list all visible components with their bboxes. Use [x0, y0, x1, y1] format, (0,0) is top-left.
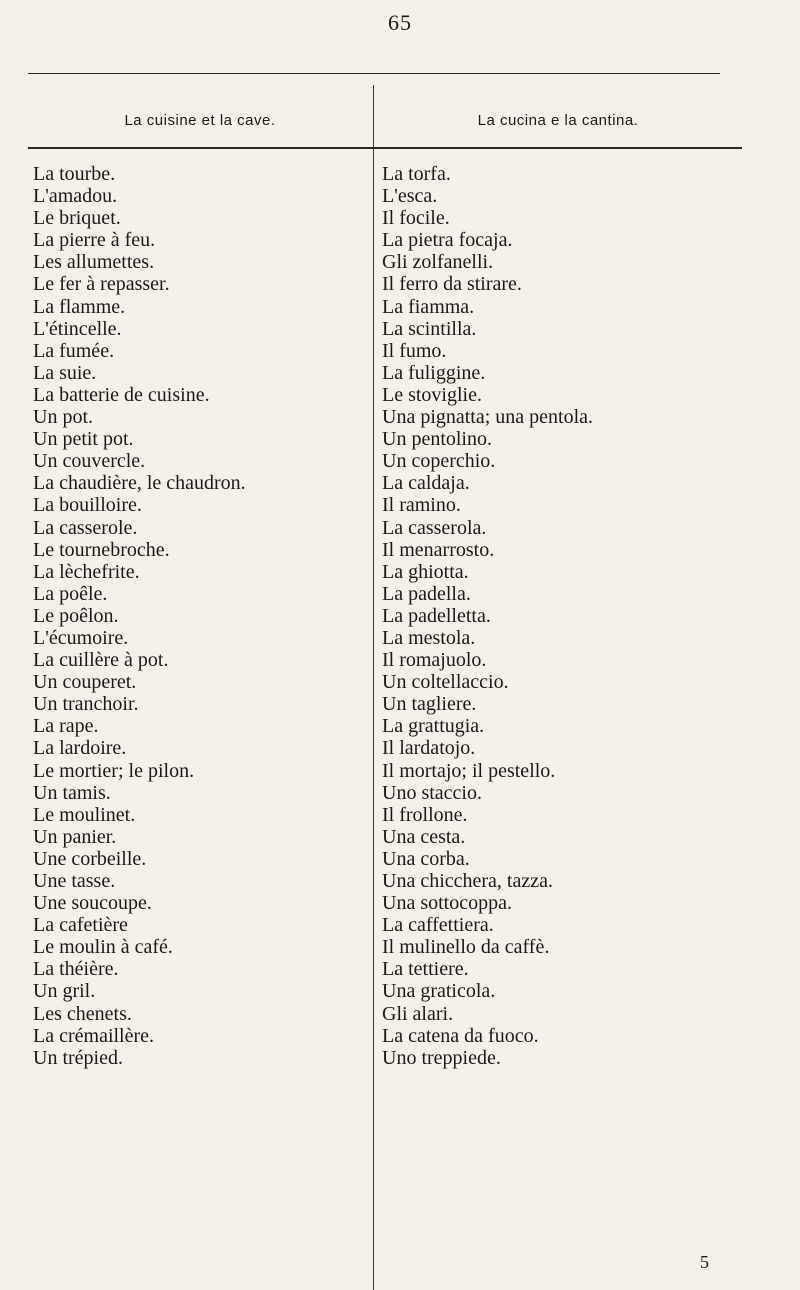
vocabulary-row [0, 870, 800, 892]
italian-term: Un pentolino. [382, 428, 492, 451]
vocabulary-row [0, 1025, 800, 1047]
vocabulary-row [0, 273, 800, 295]
vocabulary-row [0, 229, 800, 251]
italian-term: Il mulinello da caffè. [382, 936, 550, 959]
vocabulary-row [0, 804, 800, 826]
italian-term: Gli zolfanelli. [382, 251, 494, 274]
vocabulary-row [0, 494, 800, 516]
french-term: Le briquet. [33, 207, 121, 230]
italian-term: Il mortajo; il pestello. [382, 759, 556, 782]
vocabulary-list [0, 163, 800, 1069]
italian-term: La mestola. [382, 626, 476, 649]
italian-term: Uno staccio. [382, 781, 482, 804]
vocabulary-row [0, 892, 800, 914]
french-term: Les allumettes. [33, 251, 155, 274]
italian-term: Il lardatojo. [382, 737, 476, 760]
french-term: La fumée. [33, 339, 115, 362]
italian-term: Il ferro da stirare. [382, 273, 522, 296]
french-term: Une soucoupe. [33, 892, 152, 915]
french-term: Le moulinet. [33, 803, 136, 826]
vocabulary-row [0, 539, 800, 561]
vocabulary-row [0, 163, 800, 185]
vocabulary-row [0, 517, 800, 539]
vocabulary-row [0, 649, 800, 671]
french-term: Un couperet. [33, 671, 137, 694]
vocabulary-row [0, 561, 800, 583]
vocabulary-row [0, 207, 800, 229]
french-term: Un pot. [33, 406, 93, 429]
italian-term: La fuliggine. [382, 361, 486, 384]
french-term: Un panier. [33, 825, 117, 848]
vocabulary-row [0, 472, 800, 494]
italian-term: La fiamma. [382, 295, 475, 318]
italian-term: L'esca. [382, 185, 438, 208]
vocabulary-row [0, 914, 800, 936]
vocabulary-row [0, 760, 800, 782]
italian-term: Una graticola. [382, 980, 496, 1003]
french-term: Un couvercle. [33, 450, 146, 473]
italian-term: Uno treppiede. [382, 1046, 501, 1069]
italian-term: La caldaja. [382, 472, 470, 495]
vocabulary-row [0, 340, 800, 362]
french-term: L'étincelle. [33, 317, 122, 340]
vocabulary-row [0, 693, 800, 715]
french-term: La flamme. [33, 295, 126, 318]
italian-term: Il romajuolo. [382, 649, 487, 672]
vocabulary-row [0, 782, 800, 804]
vocabulary-row [0, 428, 800, 450]
french-term: La cafetière [33, 914, 128, 937]
vocabulary-row [0, 450, 800, 472]
italian-term: Il fumo. [382, 339, 447, 362]
vocabulary-row [0, 826, 800, 848]
french-term: L'amadou. [33, 185, 118, 208]
italian-term: Il menarrosto. [382, 538, 495, 561]
vocabulary-row [0, 936, 800, 958]
french-term: Le tournebroche. [33, 538, 170, 561]
vocabulary-row [0, 958, 800, 980]
italian-term: La pietra focaja. [382, 229, 513, 252]
french-term: La cuillère à pot. [33, 649, 169, 672]
french-term: La pierre à feu. [33, 229, 156, 252]
vocabulary-row [0, 715, 800, 737]
header-rule-top [28, 73, 720, 74]
vocabulary-row [0, 605, 800, 627]
italian-term: Un coperchio. [382, 450, 496, 473]
french-term: Un petit pot. [33, 428, 134, 451]
french-term: Un trépied. [33, 1046, 123, 1069]
italian-term: La caffettiera. [382, 914, 494, 937]
vocabulary-row [0, 384, 800, 406]
header-italian: La cucina e la cantina. [477, 112, 639, 129]
vocabulary-row [0, 583, 800, 605]
french-term: La chaudière, le chaudron. [33, 472, 246, 495]
french-term: La bouilloire. [33, 494, 142, 517]
vocabulary-row [0, 1003, 800, 1025]
italian-term: Il frollone. [382, 803, 468, 826]
italian-term: Una chicchera, tazza. [382, 870, 553, 892]
italian-term: La padelletta. [382, 604, 491, 627]
vocabulary-row [0, 406, 800, 428]
french-term: La poêle. [33, 582, 108, 605]
vocabulary-row [0, 627, 800, 649]
french-term: Le mortier; le pilon. [33, 759, 195, 782]
vocabulary-row [0, 318, 800, 340]
page-number: 65 [388, 10, 412, 35]
italian-term: La scintilla. [382, 317, 477, 340]
italian-term: La tettiere. [382, 958, 469, 981]
italian-term: La ghiotta. [382, 560, 469, 583]
french-term: Une tasse. [33, 870, 116, 892]
french-term: Le moulin à café. [33, 936, 173, 959]
vocabulary-row [0, 980, 800, 1002]
french-term: Le poêlon. [33, 604, 119, 627]
french-term: La lardoire. [33, 737, 127, 760]
italian-term: Una corba. [382, 847, 470, 870]
french-term: La théière. [33, 958, 119, 981]
french-term: Un gril. [33, 980, 96, 1003]
french-term: La casserole. [33, 516, 138, 539]
vocabulary-row [0, 671, 800, 693]
italian-term: Una pignatta; una pentola. [382, 406, 594, 429]
vocabulary-row [0, 1047, 800, 1069]
italian-term: La grattugia. [382, 715, 485, 738]
french-term: Un tranchoir. [33, 693, 139, 716]
french-term: La lèchefrite. [33, 560, 140, 583]
italian-term: Il focile. [382, 207, 450, 230]
header-french: La cuisine et la cave. [124, 112, 276, 129]
italian-term: Gli alari. [382, 1002, 454, 1025]
italian-term: Un coltellaccio. [382, 671, 509, 694]
italian-term: La torfa. [382, 163, 451, 185]
vocabulary-row [0, 362, 800, 384]
vocabulary-row [0, 185, 800, 207]
french-term: Le fer à repasser. [33, 273, 170, 296]
vocabulary-row [0, 296, 800, 318]
french-term: Une corbeille. [33, 847, 147, 870]
italian-term: Le stoviglie. [382, 383, 482, 406]
french-term: La rape. [33, 715, 99, 738]
footer-signature-number: 5 [700, 1252, 709, 1272]
french-term: Un tamis. [33, 781, 111, 804]
french-term: La batterie de cuisine. [33, 383, 210, 406]
french-term: La suie. [33, 361, 97, 384]
french-term: La tourbe. [33, 163, 116, 185]
italian-term: La padella. [382, 582, 471, 605]
french-term: Les chenets. [33, 1002, 132, 1025]
italian-term: Un tagliere. [382, 693, 477, 716]
italian-term: Una cesta. [382, 825, 466, 848]
header-rule-bottom [28, 147, 742, 149]
italian-term: Il ramino. [382, 494, 461, 517]
italian-term: La casserola. [382, 516, 487, 539]
italian-term: Una sottocoppa. [382, 892, 512, 915]
vocabulary-row [0, 251, 800, 273]
vocabulary-row [0, 848, 800, 870]
french-term: L'écumoire. [33, 626, 129, 649]
vocabulary-row [0, 737, 800, 759]
italian-term: La catena da fuoco. [382, 1024, 539, 1047]
french-term: La crémaillère. [33, 1024, 155, 1047]
